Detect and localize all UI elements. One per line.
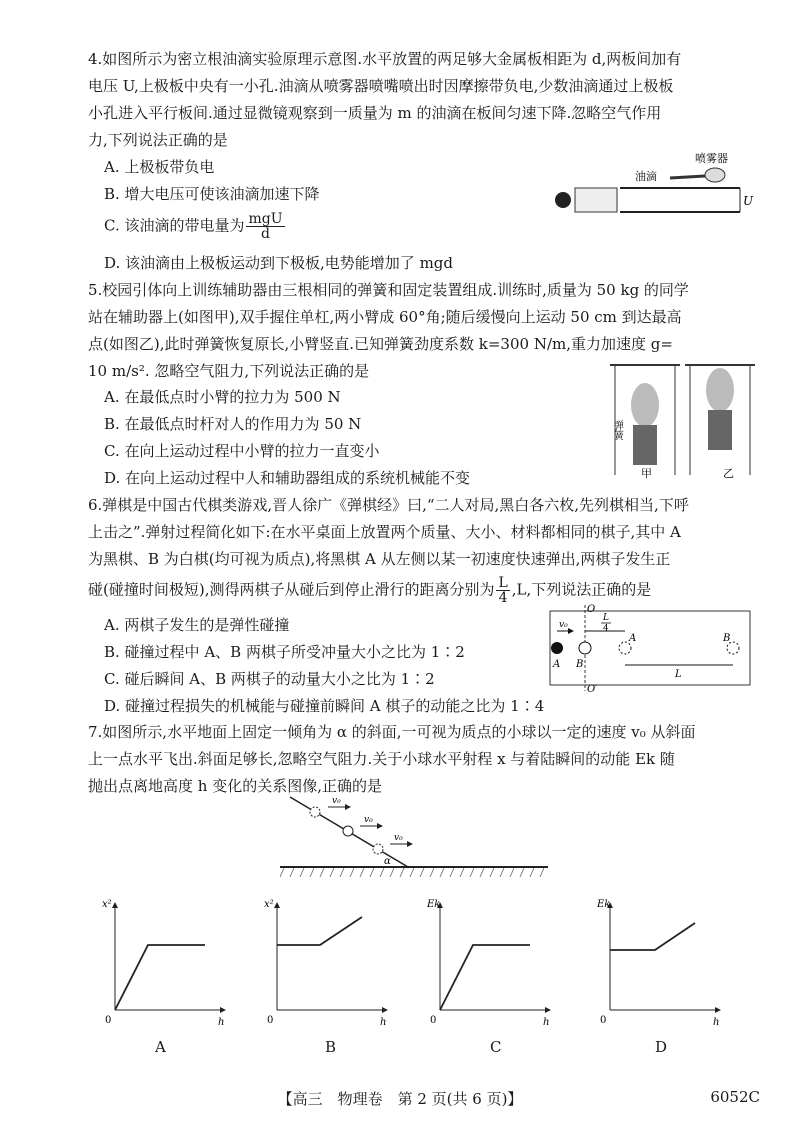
graph-b-ylabel: x² — [264, 899, 274, 910]
graph-a-origin: 0 — [105, 1015, 112, 1026]
slope-figure — [280, 795, 550, 885]
graph-a-xlabel: h — [218, 1017, 225, 1028]
q6-option-c: C. 碰后瞬间 A、B 两棋子的动量大小之比为 1∶2 — [104, 670, 435, 688]
fig-spring-label: 弹簧 — [611, 420, 623, 440]
q4-option-c-text: C. 该油滴的带电量为 — [104, 216, 245, 235]
q4-c-numerator: mgU — [248, 211, 283, 227]
page-footer: 【高三 物理卷 第 2 页(共 6 页)】 — [277, 1090, 523, 1108]
graph-b-curve — [277, 917, 362, 945]
black-piece-a — [551, 642, 563, 654]
q6-option-a: A. 两棋子发生的是弹性碰撞 — [104, 616, 290, 634]
graph-d-letter: D — [655, 1038, 668, 1056]
graph-d-origin: 0 — [600, 1015, 607, 1026]
graph-d-curve — [610, 923, 695, 950]
graph-d-ylabel: Ek — [597, 899, 611, 910]
q5-line-4: 10 m/s². 忽略空气阻力,下列说法正确的是 — [88, 362, 370, 380]
fig-l4-num: L — [603, 613, 609, 623]
millikan-figure — [545, 150, 760, 225]
q6-option-d: D. 碰撞过程损失的机械能与碰撞前瞬间 A 棋子的动能之比为 1∶4 — [104, 697, 545, 715]
fig-alpha-label: α — [384, 856, 391, 867]
q6-line-1: 6.弹棋是中国古代棋类游戏,晋人徐广《弹棋经》曰,“二人对局,黑白各六枚,先列棋相当,下呼 — [88, 496, 689, 514]
fig-a-label-1: A — [553, 659, 561, 670]
fig-v0-label: v₀ — [559, 620, 568, 630]
microscope-tube — [575, 188, 617, 212]
q5-option-c: C. 在向上运动过程中小臂的拉力一直变小 — [104, 442, 380, 460]
q4-option-b: B. 增大电压可使该油滴加速下降 — [104, 185, 320, 203]
q4-option-a: A. 上极板带负电 — [104, 158, 215, 176]
graph-a — [100, 895, 230, 1030]
fig-u-label: U — [743, 194, 754, 208]
graph-c-ylabel: Ek — [427, 899, 441, 910]
fig-v0-label-1: v₀ — [332, 796, 341, 806]
fig-o-label: O — [587, 604, 596, 615]
graph-b — [262, 895, 392, 1030]
q5-line-3: 点(如图乙),此时弹簧恢复原长,小臂竖直.已知弹簧劲度系数 k=300 N/m,重力加速度 g= — [88, 335, 673, 353]
q4-option-c — [104, 212, 287, 241]
q4-line-3: 小孔进入平行板间.通过显微镜观察到一质量为 m 的油滴在板间匀速下降.忽略空气作用 — [88, 104, 662, 122]
graph-b-origin: 0 — [267, 1015, 274, 1026]
tanqi-figure — [545, 603, 757, 693]
fig-sprayer-label: 喷雾器 — [695, 152, 728, 165]
fig-b-label-1: B — [576, 659, 584, 670]
sprayer-bulb — [705, 168, 725, 182]
fig-a-label-2: A — [629, 633, 637, 644]
q7-line-2: 上一点水平飞出.斜面足够长,忽略空气阻力.关于小球水平射程 x 与着陆瞬间的动能 Ek 随 — [88, 750, 675, 768]
q6-frac-denominator: 4 — [498, 590, 508, 606]
fig-jia-label: 甲 — [641, 467, 652, 480]
q6-fraction — [496, 576, 509, 605]
graph-a-curve — [115, 945, 205, 1010]
q6-line-4-pre: 碰(碰撞时间极短),测得两棋子从碰后到停止滑行的距离分别为 — [88, 580, 495, 599]
q5-option-d: D. 在向上运动过程中人和辅助器组成的系统机械能不变 — [104, 469, 471, 487]
q5-option-a: A. 在最低点时小臂的拉力为 500 N — [104, 388, 341, 406]
q6-line-4 — [88, 576, 740, 605]
fig-yi-label: 乙 — [723, 467, 734, 480]
q6-option-b: B. 碰撞过程中 A、B 两棋子所受冲量大小之比为 1∶2 — [104, 643, 465, 661]
graph-b-letter: B — [325, 1038, 337, 1056]
fig-l-label: L — [675, 669, 682, 680]
graph-c-origin: 0 — [430, 1015, 437, 1026]
graph-c — [425, 895, 555, 1030]
graph-d — [595, 895, 725, 1030]
q6-frac-numerator: L — [498, 575, 508, 591]
paper-code: 6052C — [710, 1088, 760, 1106]
q7-line-3: 抛出点离地高度 h 变化的关系图像,正确的是 — [88, 777, 382, 795]
fig-b-label-2: B — [723, 633, 731, 644]
fig-o2-label: O′ — [587, 684, 598, 693]
pullup-figure — [605, 355, 760, 480]
graph-b-xlabel: h — [380, 1017, 387, 1028]
graph-c-letter: C — [490, 1038, 502, 1056]
q6-line-4-post: ,L,下列说法正确的是 — [511, 580, 652, 599]
q4-c-denominator: d — [261, 226, 270, 242]
q4-line-4: 力,下列说法正确的是 — [88, 131, 228, 149]
q6-line-3: 为黑棋、B 为白棋(均可视为质点),将黑棋 A 从左侧以某一初速度快速弹出,两棋子发生正 — [88, 550, 671, 568]
q4-line-2: 电压 U,上极板中央有一小孔.油滴从喷雾器喷嘴喷出时因摩擦带负电,少数油滴通过上极板 — [88, 77, 674, 95]
q4-option-d: D. 该油滴由上极板运动到下极板,电势能增加了 mgd — [104, 254, 453, 272]
q4-line-1: 4.如图所示为密立根油滴实验原理示意图.水平放置的两足够大金属板相距为 d,两板间加有 — [88, 50, 682, 68]
fig-l4-den: 4 — [603, 624, 609, 634]
q5-line-1: 5.校园引体向上训练辅助器由三根相同的弹簧和固定装置组成.训练时,质量为 50 kg 的同学 — [88, 281, 689, 299]
graph-a-letter: A — [155, 1038, 166, 1056]
white-piece-b — [579, 642, 591, 654]
graph-c-curve — [440, 945, 530, 1010]
q5-line-2: 站在辅助器上(如图甲),双手握住单杠,两小臂成 60°角;随后缓慢向上运动 50 cm 到达最高 — [88, 308, 682, 326]
fig-v0-label-3: v₀ — [394, 833, 403, 843]
graph-c-xlabel: h — [543, 1017, 550, 1028]
q5-option-b: B. 在最低点时杆对人的作用力为 50 N — [104, 415, 362, 433]
q4-option-c-fraction — [246, 212, 284, 241]
q6-line-2: 上击之”.弹射过程简化如下:在水平桌面上放置两个质量、大小、材料都相同的棋子,其中 A — [88, 523, 681, 541]
fig-v0-label-2: v₀ — [364, 815, 373, 825]
q7-line-1: 7.如图所示,水平地面上固定一倾角为 α 的斜面,一可视为质点的小球以一定的速度 v₀ 从斜面 — [88, 723, 696, 741]
graph-a-ylabel: x² — [102, 899, 112, 910]
fig-oil-label: 油滴 — [635, 170, 657, 183]
graph-d-xlabel: h — [713, 1017, 720, 1028]
